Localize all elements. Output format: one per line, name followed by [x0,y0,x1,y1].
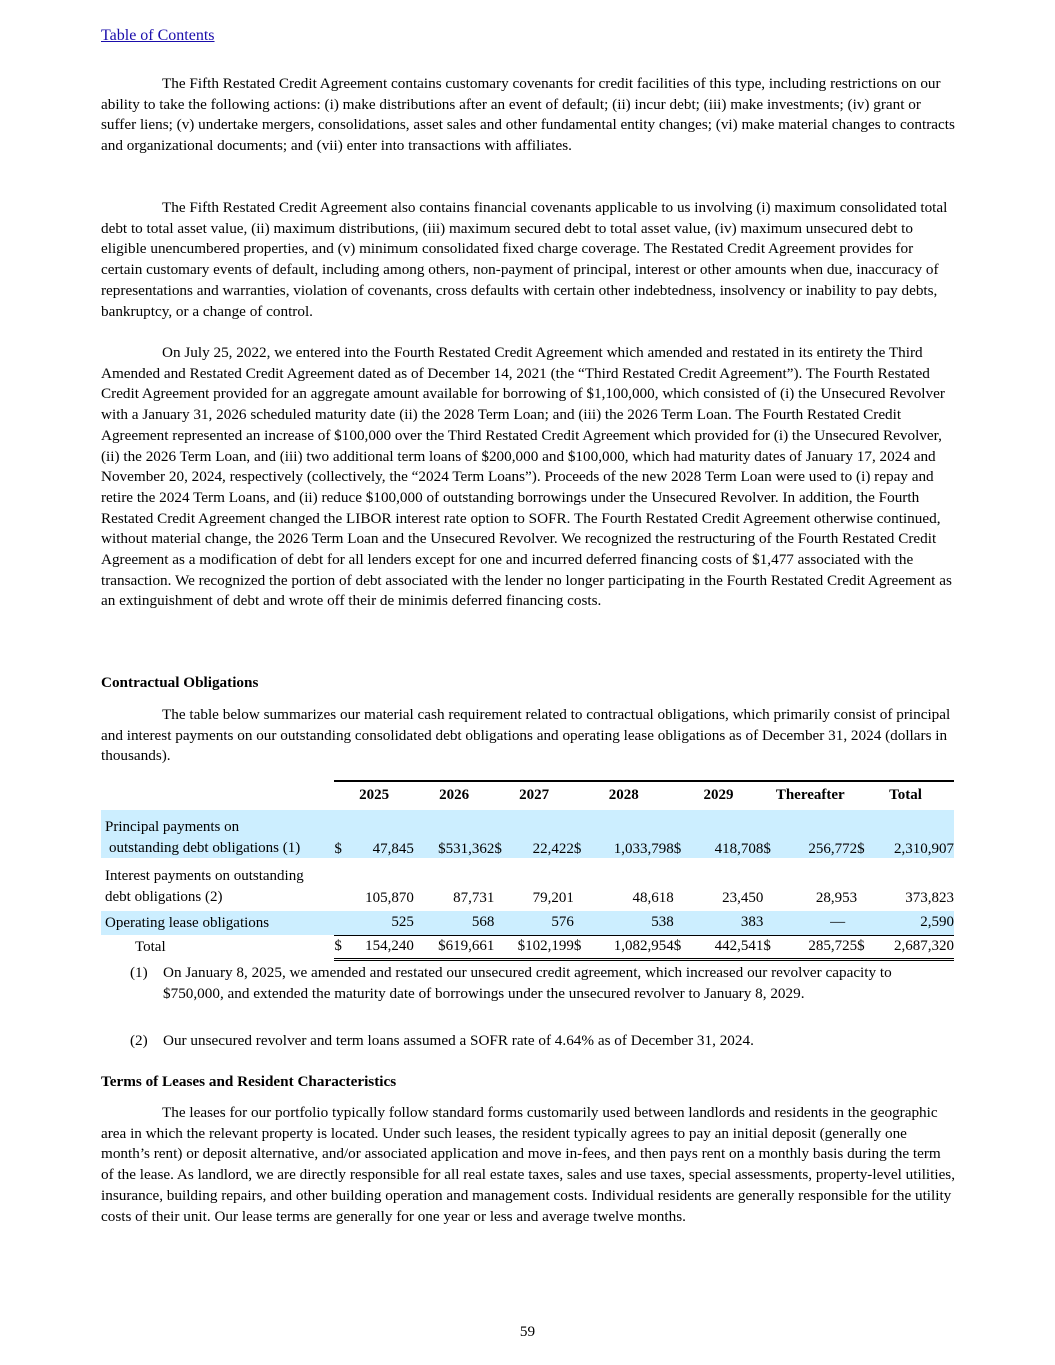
cell-value: 105,870 [365,890,414,906]
cell-value: 538 [588,911,674,935]
paragraph-fourth-restated: On July 25, 2022, we entered into the Fourth Restated Credit Agreement which amended and restated in its entirety the Third Amended and Restated Credit Agreement dated as of December 14, 2021 (the “Third Restated Credit Agreement”). The Fourth Restated Credit Agreement provided for an aggregate amount available for borrowing of $1,100,000, which consisted of (i) the Unsecured Revolver with a January 31, 2026 scheduled maturity date (ii) the 2028 Term Loan; and (iii) the 2026 Term Loan. The Fourth Restated Credit Agreement represented an increase of $100,000 over the Third Restated Credit Agreement which provided for (i) the Unsecured Revolver, (ii) the 2026 Term Loan, and (iii) two additional term loans of $200,000 and $100,000, which had maturity dates of January 17, 2024 and November 20, 2024, respectively (collectively, the “2024 Term Loans”). Proceeds of the new 2028 Term Loan were used to (i) repay and retire the 2024 Term Loans, and (ii) reduce $100,000 of outstanding borrowings under the Unsecured Revolver. In addition, the Fourth Restated Credit Agreement changed the LIBOR interest rate option to SOFR. The Fourth Restated Credit Agreement otherwise continued, without material change, the 2026 Term Loan and the Unsecured Revolver. We recognized the restructuring of the Fourth Restated Credit Agreement as a modification of debt for all lenders except for one and incurred deferred financing costs of $1,477 associated with the transaction. We recognized the portion of debt associated with the lender no longer participating in the Fourth Restated Credit Agreement as an extinguishment of debt and wrote off their de minimis deferred financing costs. [101,344,952,610]
table-of-contents-link[interactable]: Table of Contents [101,27,215,44]
cell-value: 285,725 [778,935,857,959]
row-label: Interest payments on outstanding [105,868,304,884]
cell-value: 47,845 [349,836,414,858]
col-header-total: Total [857,781,954,808]
col-header-thereafter: Thereafter [763,781,857,808]
cell-value: 525 [349,911,414,935]
paragraph-financial-covenants: The Fifth Restated Credit Agreement also contains financial covenants applicable to us involving (i) maximum consolidated total debt to total asset value, (ii) maximum distributions, (iii) maximum secured debt to total asset value, (iv) maximum unsecured debt to eligible unencumbered properties, and (v) minimum consolidated fixed charge coverage. The Restated Credit Agreement provides for certain customary events of default, including among others, non-payment of principal, interest or other amounts when due, inaccuracy of representations and warranties, violation of covenants, cross defaults with certain other indebtedness, insolvency or inability to pay debts, bankruptcy, or a change of control. [101,199,948,320]
table-row [101,810,954,836]
table-row [101,911,954,935]
cell-value: 154,240 [349,935,414,959]
table-row [101,858,954,885]
cell-value: 568 [414,911,495,935]
cell-value: 2,590 [871,911,954,935]
cell-value: 576 [509,911,574,935]
contractual-obligations-table [101,780,954,961]
table-header-row [101,781,954,808]
row-label: debt obligations (2) [105,889,223,905]
cell-value: 1,082,954 [588,935,674,959]
col-header-2028: 2028 [574,781,674,808]
col-header-2026: 2026 [414,781,495,808]
cell-value: 383 [688,911,763,935]
cell-value: 1,033,798 [588,836,674,858]
heading-terms-of-leases: Terms of Leases and Resident Characteristics [101,1073,397,1090]
footnote-number: (2) [130,1032,148,1049]
cell-value: 442,541 [688,935,763,959]
cell-value: 256,772 [778,836,857,858]
table-row: outstanding debt obligations (1) $ 47,845 $531,362 $ 22,422 $ 1,033,798 $ 418,708 $ 256,772 $ 2,310,907 [101,836,954,858]
cell-value: 22,422 [509,836,574,858]
col-header-2025: 2025 [334,781,413,808]
cell-value: 2,687,320 [871,935,954,959]
paragraph-table-intro: The table below summarizes our material cash requirement related to contractual obligations, which primarily consist of principal and interest payments on our outstanding consolidated debt obligations and operating lease obligations as of December 31, 2024 (dollars in thousands). [101,706,951,765]
page-number: 59 [519,1323,536,1340]
cell-value: 373,823 [905,890,954,906]
paragraph-covenants: The Fifth Restated Credit Agreement contains customary covenants for credit facilities of this type, including restrictions on our ability to take the following actions: (i) make distributions after an event of default; (ii) incur debt; (iii) make investments; (iv) grant or suffer liens; (v) undertake mergers, consolidations, asset sales and other fundamental entity changes; (vi) make material changes to contracts and organizational documents; and (vii) enter into transactions with affiliates. [101,75,955,155]
cell-value: 2,310,907 [871,836,954,858]
cell-value: — [778,911,857,935]
paragraph-leases: The leases for our portfolio typically follow standard forms customarily used between landlords and residents in the geographic area in which the relevant property is located. Under such leases, the resident typically agrees to pay an initial deposit (generally one month’s rent) or deposit alternative, and/or associated application and move in-fees, and then pays rent on a monthly basis during the term of the lease. As landlord, we are directly responsible for all real estate taxes, sales and use taxes, special assessments, property-level utilities, insurance, building repairs, and other building operation and management costs. Individual residents are generally responsible for the utility costs of their unit. Our lease terms are generally for one year or less and average twelve months. [101,1104,956,1225]
cell-value: 23,450 [722,890,764,906]
cell-value: 48,618 [632,890,674,906]
heading-contractual-obligations: Contractual Obligations [101,674,259,691]
cell-value: $102,199 [509,935,574,959]
row-label: Principal payments on [101,810,334,836]
cell-value: $619,661 [414,935,495,959]
row-label: Operating lease obligations [101,911,334,935]
table-row [101,885,954,907]
cell-value: 418,708 [688,836,763,858]
row-label: outstanding debt obligations (1) [101,836,334,858]
footnote-text: Our unsecured revolver and term loans assumed a SOFR rate of 4.64% as of December 31, 2024. [163,1032,754,1049]
footnote-number: (1) [130,964,148,981]
footnote-text: On January 8, 2025, we amended and restated our unsecured credit agreement, which increased our revolver capacity to $750,000, and extended the maturity date of borrowings under the unsecured revolver to January 8, 2029. [163,964,892,1002]
cell-value: $531,362 [414,836,495,858]
row-label-total: Total [135,938,166,955]
cell-value: 79,201 [532,890,574,906]
cell-value: 87,731 [453,890,495,906]
col-header-2027: 2027 [494,781,573,808]
cell-value: 28,953 [815,890,858,906]
table-row-total: Total $ 154,240 $619,661 $102,199 $ 1,082,954 $ 442,541 $ 285,725 $ 2,687,320 [101,935,954,959]
col-header-2029: 2029 [674,781,764,808]
